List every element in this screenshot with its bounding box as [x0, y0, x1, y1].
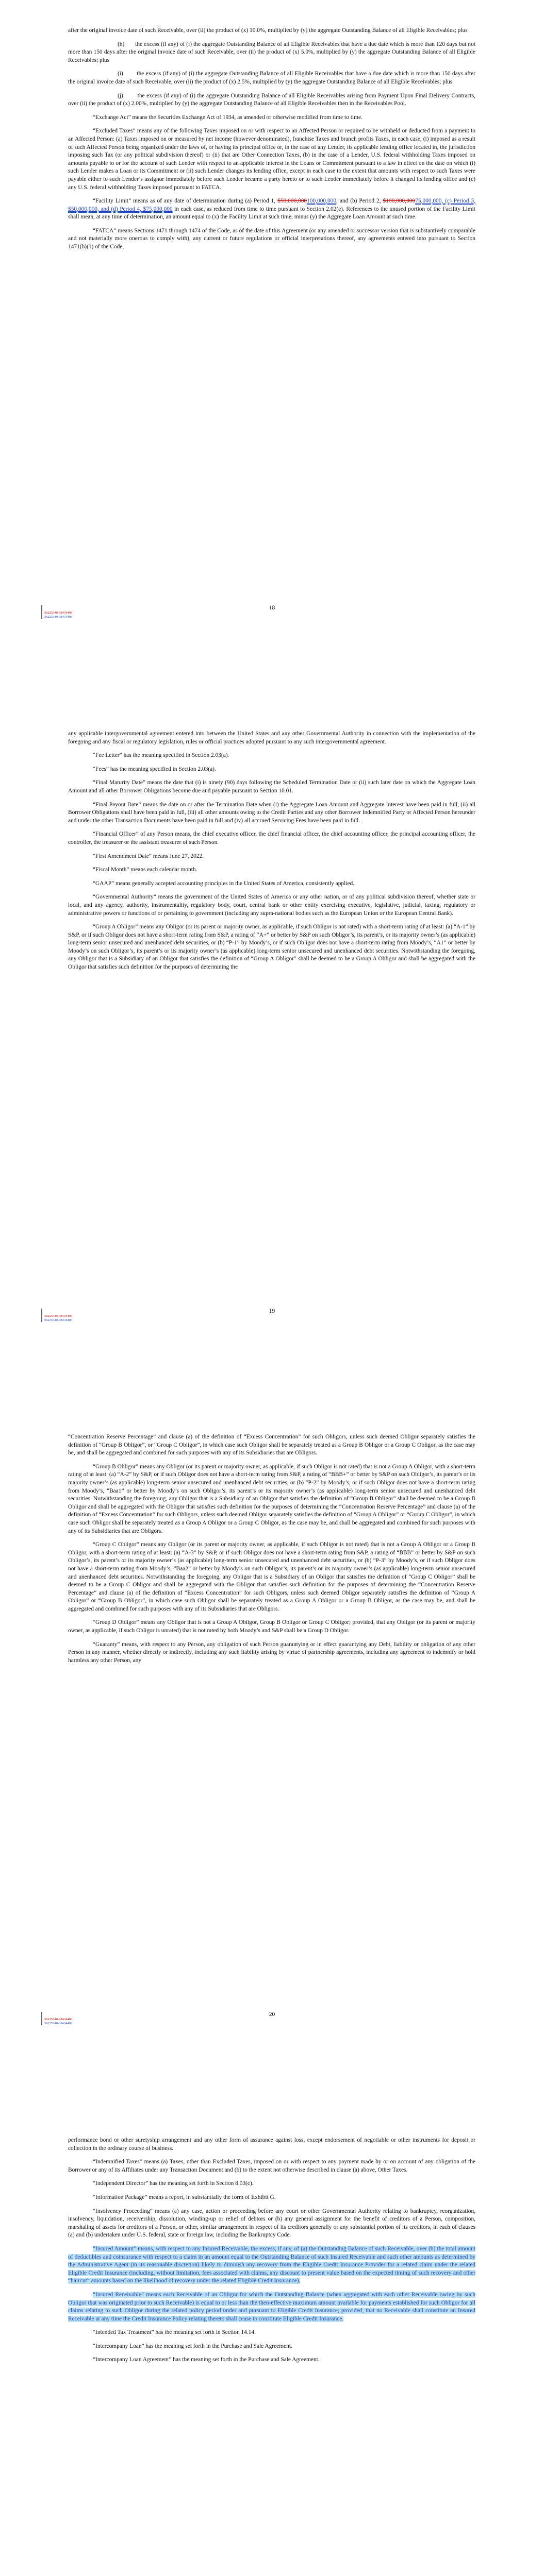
definition-financial-officer: “Financial Officer” of any Person means, the chief executive officer, the chief financial officer, the chief accounting officer, the principal accounting officer, the controller, the treasurer or the assistant treasurer of such Person. [68, 831, 475, 845]
definition-final-payout-date: “Final Payout Date” means the date on or after the Termination Date when (i) the Aggregate Loan Amount and Aggregate Interest have been paid in full, (ii) all Borrower Obligations shall have been paid in full, (iii) all other amounts owing to the Credit Parties and any other Borrower Indemnified Party or Affected Person hereunder and under the other Transaction Documents have been paid in full and (iv) all accrued Servicing Fees have been paid in full. [68, 801, 475, 824]
definition-group-b-obligor: “Group B Obligor” means any Obligor (or its parent or majority owner, as applicable, if such Obligor is not rated) that is not a Group A Obligor, with a short-term rating of at least: (a) “A-2” by S&P, or if such Obligor does not have a short-term rating from S&P, a rating of “BBB+” or better by S&P on such Obligor’s, its parent’s or its majority owner’s (as applicable) long-term senior unsecured and unenhanced debt securities, or (b) “P-2” by Moody’s, or if such Obligor does not have a short-term rating from Moody’s, “Baa1” or better by Moody’s on such Obligor’s, its parent’s or its majority owner’s (as applicable) long-term senior unsecured and unenhanced debt securities. Notwithstanding the foregoing, any Obligor that is a Subsidiary of an Obligor that satisfies the definition of “Group B Obligor” shall be deemed to be a Group B Obligor and shall be aggregated with the Obligor that satisfies such definition for the purposes of determining the “Concentration Reserve Percentage” and clause (a) of the definition of “Excess Concentration” for such Obligors, unless such deemed Obligor separately satisfies the definition of “Group A Obligor” or “Group C Obligor”, in which case such Obligor shall be separately treated as a Group A Obligor or a Group C Obligor, as the case may be, and shall be aggregated and combined for such purposes with any of its Subsidiaries that are Obligors. [68, 1463, 475, 1534]
definition-fee-letter: “Fee Letter” has the meaning specified in Section 2.03(a). [93, 752, 229, 759]
definition-insolvency-proceeding: “Insolvency Proceeding” means (a) any case, action or proceeding before any court or other Governmental Authority relating to bankruptcy, reorganization, insolvency, liquidation, receivership, dissolution, winding-up or relief of debtors or (b) any general assignment for the benefit of creditors of a Person, composition, marshaling of assets for creditors of a Person, or other, similar arrangement in respect of its creditors generally or any substantial portion of its creditors, in each of clauses (a) and (b) undertaken under U.S. federal, state or foreign law, including the Bankruptcy Code. [68, 2208, 475, 2239]
definition-information-package: “Information Package” means a report, in substantially the form of Exhibit G. [93, 2194, 276, 2200]
inserted-amount-2: 75,000,000, (c) Period 3, $50,000,000, and (d) Period 4, $75,000,000 [68, 198, 475, 212]
paragraph-continuation: performance bond or other suretyship arrangement and any other form of assurance against loss, except endorsement of negotiable or other instruments for deposit or collection in the ordinary course of business. [68, 2137, 475, 2151]
definition-first-amendment-date: “First Amendment Date” means June 27, 2022. [93, 853, 204, 859]
clause-j: (j) the excess (if any) of (i) the aggregate Outstanding Balance of all Eligible Receivables arising from Payment Upon Final Delivery Contracts, over (ii) the product of (x) 2.00%, multiplied by (y) the aggregate Outstanding Balance of all Eligible Receivables then in the Receivables Pool. [68, 92, 475, 107]
definition-exchange-act: “Exchange Act” means the Securities Exchange Act of 1934, as amended or otherwise modified from time to time. [93, 114, 362, 121]
document-page-20 [0, 1406, 544, 2110]
definition-gaap: “GAAP” means generally accepted accounting principles in the United States of America, consistently applied. [93, 880, 355, 887]
page-body [68, 27, 475, 257]
definition-governmental-authority: “Governmental Authority” means the government of the United States of America or any other nation, or of any political subdivision thereof, whether state or local, and any agency, authority, instrumentality, regulatory body, court, central bank or other entity exercising executive, legislative, judicial, taxing, regulatory or administrative powers or functions of or pertaining to government (including any supra-national bodies such as the European Union or the European Central Bank). [68, 894, 475, 917]
definition-insured-receivable: “Insured Receivable” means each Receivable of an Obligor for which the Outstanding Balance (when aggregated with each other Receivable owing by such Obligor that was originated prior to such Receivable) is equal to or less than the then-effective maximum amount available for payments established for such Obligor for all claims relating to such Obligor during the related policy period under and pursuant to Eligible Credit Insurance; provided, that no Receivable shall constitute an Insured Receivable at any time the Credit Insurance Policy relating thereto shall cease to constitute Eligible Credit Insurance. [68, 2291, 475, 2322]
definition-guaranty: “Guaranty” means, with respect to any Person, any obligation of such Person guarantying or in effect guarantying any Debt, liability or obligation of any other Person in any manner, whether directly or indirectly, including any such liability arising by virtue of partnership agreements, including any agreement to indemnify or hold harmless any other Person, any [68, 1641, 475, 1664]
page-body [68, 730, 475, 977]
definition-fees: “Fees” has the meaning specified in Section 2.03(a). [93, 766, 216, 772]
definition-fiscal-month: “Fiscal Month” means each calendar month. [93, 867, 197, 873]
paragraph-continuation: any applicable intergovernmental agreement entered into between the United States and any other Governmental Authority in connection with the implementation of the foregoing and any fiscal or regulatory legislation, rules or official practices adopted pursuant to any such intergovernmental agreement. [68, 731, 475, 745]
definition-intercompany-loan-agreement: “Intercompany Loan Agreement” has the meaning set forth in the Purchase and Sale Agreement. [93, 2357, 320, 2363]
definition-group-d-obligor: “Group D Obligor” means any Obligor that is not a Group A Obligor, Group B Obligor or Group C Obligor; provided, that any Obligor (or its parent or majority owner, as applicable, if such Obligor is unrated) that is not rated by both Moody’s and S&P shall be a Group D Obligor. [68, 1619, 475, 1634]
definition-group-a-obligor: “Group A Obligor” means any Obligor (or its parent or majority owner, as applicable, if such Obligor is not rated) with a short-term rating of at least: (a) “A-1” by S&P, or if such Obligor does not have a short-term rating from S&P, a rating of “A+” or better by S&P on such Obligor’s, its parent’s, or its majority owner’s (as applicable) long-term senior unsecured and unenhanced debt securities, or (b) “P-1” by Moody’s, or if such Obligor does not have a short-term rating from Moody’s, “A1” or better by Moody’s on such Obligor’s, its parent’s or its majority owner’s (as applicable) long-term senior unsecured and unenhanced debt securities. Notwithstanding the foregoing, any Obligor that is a Subsidiary of an Obligor that satisfies the definition of “Group A Obligor” shall be deemed to be a Group A Obligor and shall be aggregated with the Obligor that satisfies such definition for the purposes of determining the [68, 924, 475, 971]
definition-indemnified-taxes: “Indemnified Taxes” means (a) Taxes, other than Excluded Taxes, imposed on or with respect to any payment made by or on account of any obligation of the Borrower or any of its Affiliates under any Transaction Document and (b) to the extent not otherwise described in clause (a) above, Other Taxes. [68, 2159, 475, 2173]
definition-excluded-taxes: “Excluded Taxes” means any of the following Taxes imposed on or with respect to an Affected Person or required to be withheld or deducted from a payment to an Affected Person: (a) Taxes imposed on or measured by net income (however denominated), franchise Taxes and branch profits Taxes, in each case, (i) imposed as a result of such Affected Person being organized under the laws of, or having its principal office or, in the case of any Lender, its applicable lending office located in, the jurisdiction imposing such Tax (or any political subdivision thereof) or (ii) that are Other Connection Taxes, (b) in the case of a Lender, U.S. federal withholding Taxes imposed on amounts payable to or for the account of such Lender with respect to an applicable interest in the Loans or Commitment pursuant to a law in effect on the date on which (i) such Lender makes a Loan or its Commitment or (ii) such Lender changes its lending office, except in each case to the extent that amounts with respect to such Taxes were payable either to such Lender’s assignor immediately before such Lender became a party hereto or to such Lender immediately before it changed its lending office and (c) any U.S. federal withholding Taxes imposed pursuant to FATCA. [68, 128, 475, 191]
page-body [68, 2137, 475, 2370]
inserted-amount-1: 100,000,000 [307, 198, 337, 205]
document-footer: 56225340-08434408 56225340-08434408 [44, 2018, 73, 2025]
definition-final-maturity-date: “Final Maturity Date” means the date that (i) is ninety (90) days following the Scheduled Termination Date or (ii) such later date on which the Aggregate Loan Amount and all other Borrower Obligations become due and payable pursuant to Section 10.01. [68, 779, 475, 794]
document-footer: 56225340-08434408 56225340-08434408 [44, 1314, 73, 1322]
definition-group-c-obligor: “Group C Obligor” means any Obligor (or its parent or majority owner, as applicable, if such Obligor is not rated) that is not a Group A Obligor or a Group B Obligor, with a short-term rating of at least: (a) “A-3” by S&P, or if such Obligor does not have a short-term rating from S&P, a rating of “BBB” or better by S&P on such Obligor’s, its parent’s or its majority owner’s (as applicable) long-term senior unsecured and unenhanced debt securities, or (b) “P-3” by Moody’s, or if such Obligor does not have a short-term rating from Moody’s, “Baa2” or better by Moody’s on such Obligor’s, its parent’s or its majority owner’s (as applicable) long-term senior unsecured and unenhanced debt securities. Notwithstanding the foregoing, any Obligor that is a Subsidiary of an Obligor that satisfies the definition of “Group C Obligor” shall be deemed to be a Group C Obligor and shall be aggregated with the Obligor that satisfies such definition for the purposes of determining the “Concentration Reserve Percentage” and clause (a) of the definition of “Excess Concentration” for such Obligors, unless such deemed Obligor separately satisfies the definition of “Group A Obligor” or “Group B Obligor”, in which case such Obligor shall be separately treated as a Group A Obligor or a Group B Obligor, as the case may be, and shall be aggregated and combined for such purposes with any of its Subsidiaries that are Obligors. [68, 1541, 475, 1612]
definition-fatca: “FATCA” means Sections 1471 through 1474 of the Code, as of the date of this Agreement (or any amended or successor version that is substantively comparable and not materially more onerous to comply with), any current or future regulations or official interpretations thereof, any agreements entered into pursuant to Section 1471(b)(1) of the Code, [68, 227, 475, 250]
definition-facility-limit: “Facility Limit” means as of any date of determination during (a) Period 1, $50,000,000100,000,000, and (b) Period 2, $100,000,00075,000,000, (c) Period 3, $50,000,000, and (d) Period 4, $75,000,000 in each case, as reduced from time to time pursuant to Section 2.02(e). References to the unused portion of the Facility Limit shall mean, at any time of determination, an amount equal to (x) the Facility Limit at such time, minus (y) the Aggregate Loan Amount at such time. [68, 198, 475, 221]
definition-insured-amount: “Insured Amount” means, with respect to any Insured Receivable, the excess, if any, of (a) the Outstanding Balance of such Receivable, over (b) the total amount of deductibles and coinsurance with respect to a claim in an amount equal to the Outstanding Balance of such Insured Receivable and such other amounts as determined by the Administrative Agent (in its reasonable discretion) likely to diminish any recovery from the Eligible Credit Insurance Provider for a related claim under the related Eligible Credit Insurance (including, without limitation, fees associated with claims, any discount to present value based on the expected timing of such recovery and other “haircut” amounts based on the likelihood of recovery under the related Eligible Credit Insurance). [68, 2245, 475, 2284]
clause-i: (i) the excess (if any) of (i) the aggregate Outstanding Balance of all Eligible Receivables that have a due date which is more than 150 days after the original invoice date of such Receivable, over (ii) the product of (x) 2.5%, multiplied by (y) the aggregate Outstanding Balance of all Eligible Receivables; plus [68, 71, 475, 85]
definition-intended-tax-treatment: “Intended Tax Treatment” has the meaning set forth in Section 14.14. [93, 2329, 256, 2336]
document-page-18 [0, 0, 544, 703]
page-number: 20 [269, 2011, 275, 2018]
definition-intercompany-loan: “Intercompany Loan” has the meaning set forth in the Purchase and Sale Agreement. [93, 2343, 292, 2349]
clause-h: (h) the excess (if any) of (i) the aggregate Outstanding Balance of all Eligible Receivables that have a due date which is more than 120 days but not more than 150 days after the original invoice date of such Receivable, over (ii) the product of (x) 5.0%, multiplied by (y) the aggregate Outstanding Balance of all Eligible Receivables; plus [68, 41, 475, 63]
paragraph-continuation: “Concentration Reserve Percentage” and clause (a) of the definition of “Excess Concentration” for such Obligors, unless such deemed Obligor separately satisfies the definition of “Group B Obligor”, or “Group C Obligor”, in which case such Obligor shall be separately treated as a Group B Obligor or a Group C Obligor, as the case may be, and shall be aggregated and combined for such purposes with any of its Subsidiaries that are Obligors. [68, 1434, 475, 1456]
page-body [68, 1433, 475, 1670]
document-footer: 56225340-08434408 56225340-08434408 [44, 611, 73, 619]
document-page-19 [0, 703, 544, 1406]
definition-independent-director: “Independent Director” has the meaning set forth in Section 8.03(c). [93, 2180, 254, 2187]
deleted-amount-2: $100,000,000 [383, 198, 416, 205]
page-number: 19 [269, 1308, 275, 1314]
paragraph-continuation: after the original invoice date of such Receivable, over (ii) the product of (x) 10.0%, multiplied by (y) the aggregate Outstanding Balance of all Eligible Receivables; plus [68, 27, 468, 33]
page-number: 18 [269, 605, 275, 611]
deleted-amount-1: $50,000,000 [277, 198, 307, 205]
document-page-21 [0, 2110, 544, 2576]
